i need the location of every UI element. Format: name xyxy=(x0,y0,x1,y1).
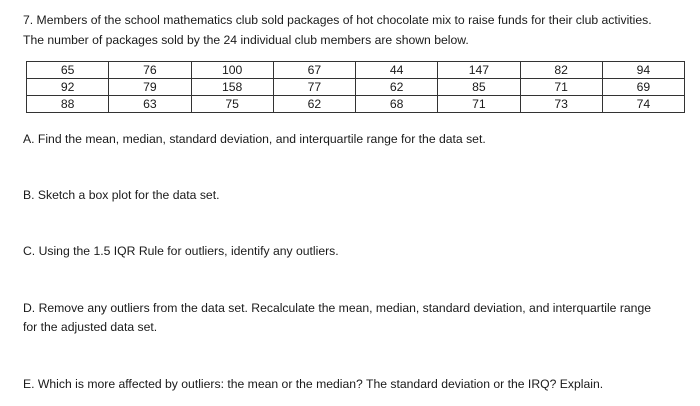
table-cell: 79 xyxy=(109,79,191,96)
table-cell: 63 xyxy=(109,96,191,113)
question-d-line-2: for the adjusted data set. xyxy=(23,320,158,334)
table-cell: 62 xyxy=(273,96,355,113)
table-cell: 68 xyxy=(356,96,438,113)
table-cell: 88 xyxy=(27,96,109,113)
table-cell: 74 xyxy=(602,96,684,113)
question-e: E. Which is more affected by outliers: the mean or the median? The standard deviation or the IRQ? Explain. xyxy=(23,377,604,391)
table-cell: 44 xyxy=(356,62,438,79)
problem-intro-line-2: The number of packages sold by the 24 individual club members are shown below. xyxy=(23,33,469,47)
table-cell: 92 xyxy=(27,79,109,96)
table-row xyxy=(27,62,685,79)
problem-intro-line-1: 7. Members of the school mathematics club sold packages of hot chocolate mix to raise funds for their club activities. xyxy=(23,13,652,27)
table-cell: 71 xyxy=(438,96,520,113)
table-cell: 71 xyxy=(520,79,602,96)
question-d-line-1: D. Remove any outliers from the data set. Recalculate the mean, median, standard deviation, and interquartile range xyxy=(23,301,652,315)
table-cell: 73 xyxy=(520,96,602,113)
table-cell: 75 xyxy=(191,96,273,113)
table-cell: 77 xyxy=(273,79,355,96)
table-cell: 65 xyxy=(27,62,109,79)
question-b: B. Sketch a box plot for the data set. xyxy=(23,188,220,202)
question-c: C. Using the 1.5 IQR Rule for outliers, identify any outliers. xyxy=(23,244,339,258)
table-cell: 147 xyxy=(438,62,520,79)
question-a: A. Find the mean, median, standard deviation, and interquartile range for the data set. xyxy=(23,132,486,146)
table-cell: 67 xyxy=(273,62,355,79)
table-row xyxy=(27,96,685,113)
table-cell: 69 xyxy=(602,79,684,96)
table-cell: 85 xyxy=(438,79,520,96)
table-cell: 94 xyxy=(602,62,684,79)
table-cell: 100 xyxy=(191,62,273,79)
table-cell: 82 xyxy=(520,62,602,79)
table-row xyxy=(27,79,685,96)
table-cell: 62 xyxy=(356,79,438,96)
packages-sold-table xyxy=(26,61,685,113)
table-cell: 76 xyxy=(109,62,191,79)
table-cell: 158 xyxy=(191,79,273,96)
